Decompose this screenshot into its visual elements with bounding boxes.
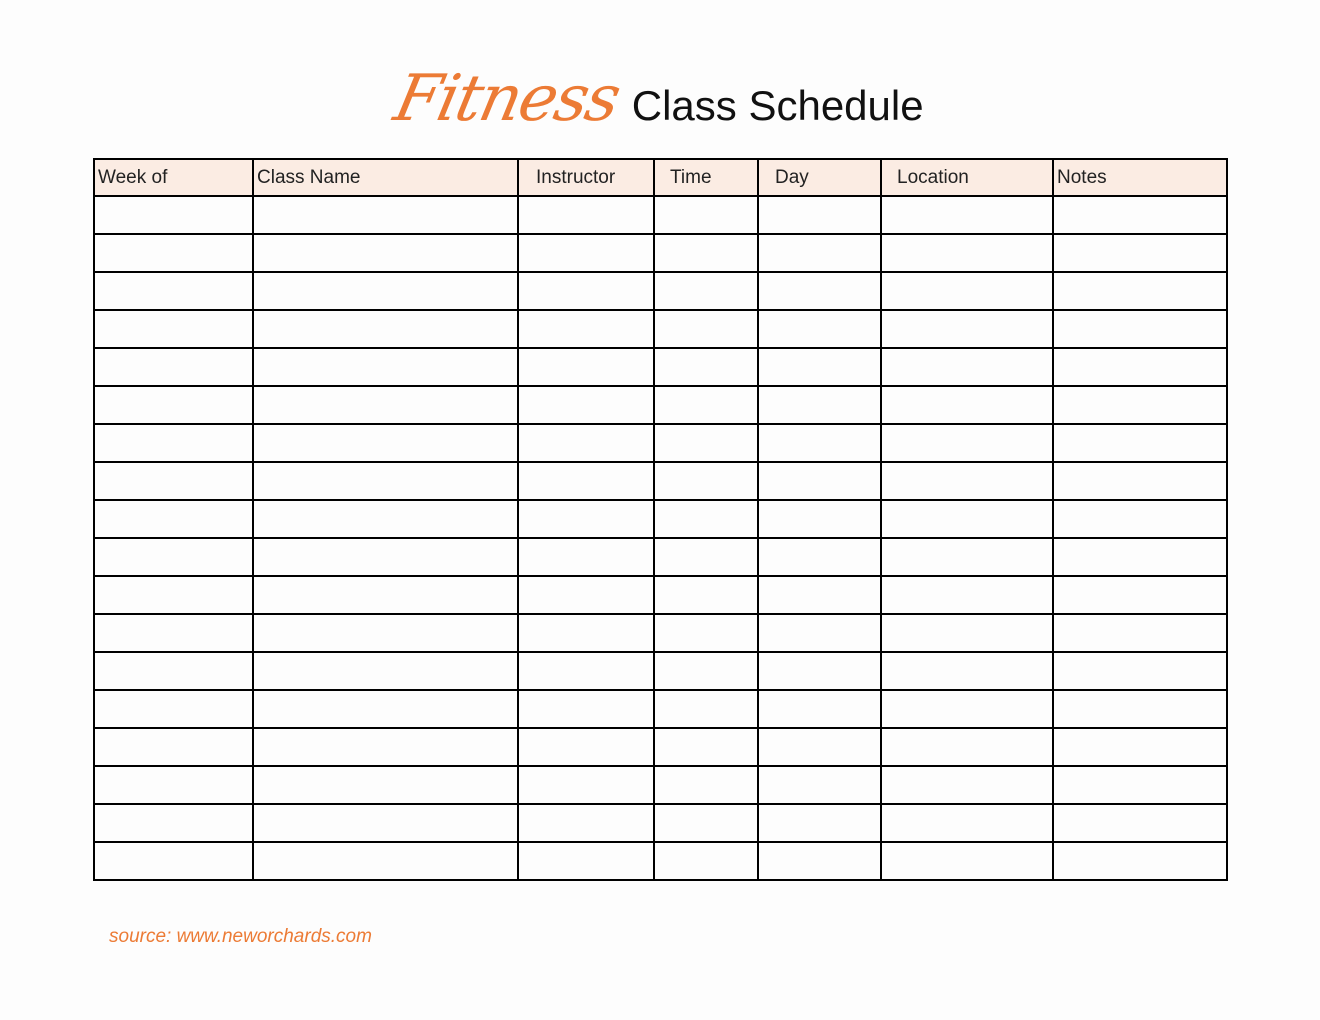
table-cell[interactable] bbox=[518, 272, 654, 310]
table-cell[interactable] bbox=[881, 728, 1053, 766]
table-cell[interactable] bbox=[94, 842, 253, 880]
column-header-location: Location bbox=[881, 159, 1053, 196]
table-cell[interactable] bbox=[654, 766, 758, 804]
table-cell[interactable] bbox=[94, 424, 253, 462]
table-cell[interactable] bbox=[94, 272, 253, 310]
header-row bbox=[94, 159, 1227, 196]
table-cell[interactable] bbox=[94, 614, 253, 652]
table-cell[interactable] bbox=[881, 500, 1053, 538]
table-cell[interactable] bbox=[94, 690, 253, 728]
table-cell[interactable] bbox=[1053, 728, 1227, 766]
table-row bbox=[94, 842, 1227, 880]
table-cell[interactable] bbox=[253, 614, 518, 652]
table-cell[interactable] bbox=[253, 310, 518, 348]
table-row bbox=[94, 424, 1227, 462]
table-cell[interactable] bbox=[1053, 310, 1227, 348]
table-cell[interactable] bbox=[654, 386, 758, 424]
table-row bbox=[94, 234, 1227, 272]
table-cell[interactable] bbox=[654, 310, 758, 348]
table-cell[interactable] bbox=[758, 614, 881, 652]
table-cell[interactable] bbox=[94, 538, 253, 576]
schedule-table bbox=[93, 158, 1228, 881]
table-cell[interactable] bbox=[1053, 196, 1227, 234]
table-cell[interactable] bbox=[758, 690, 881, 728]
table-cell[interactable] bbox=[654, 272, 758, 310]
table-cell[interactable] bbox=[518, 614, 654, 652]
table-row bbox=[94, 614, 1227, 652]
table-cell[interactable] bbox=[253, 804, 518, 842]
table-row bbox=[94, 690, 1227, 728]
table-cell[interactable] bbox=[654, 424, 758, 462]
table-cell[interactable] bbox=[253, 272, 518, 310]
table-cell[interactable] bbox=[654, 728, 758, 766]
table-cell[interactable] bbox=[654, 576, 758, 614]
table-cell[interactable] bbox=[758, 766, 881, 804]
table-cell[interactable] bbox=[654, 538, 758, 576]
page-title bbox=[0, 62, 1320, 136]
table-row bbox=[94, 804, 1227, 842]
table-cell[interactable] bbox=[253, 500, 518, 538]
table-cell[interactable] bbox=[253, 690, 518, 728]
table-cell[interactable] bbox=[654, 234, 758, 272]
table-cell[interactable] bbox=[94, 348, 253, 386]
table-cell[interactable] bbox=[758, 652, 881, 690]
table-body bbox=[94, 196, 1227, 880]
table-cell[interactable] bbox=[1053, 576, 1227, 614]
table-cell[interactable] bbox=[94, 462, 253, 500]
table-cell[interactable] bbox=[518, 728, 654, 766]
table-cell[interactable] bbox=[94, 804, 253, 842]
table-cell[interactable] bbox=[881, 424, 1053, 462]
table-cell[interactable] bbox=[881, 272, 1053, 310]
table-cell[interactable] bbox=[881, 614, 1053, 652]
table-cell[interactable] bbox=[94, 310, 253, 348]
table-cell[interactable] bbox=[94, 652, 253, 690]
table-cell[interactable] bbox=[758, 728, 881, 766]
title-script-word: Fitness bbox=[388, 62, 626, 136]
column-header-week-of: Week of bbox=[94, 159, 253, 196]
table-cell[interactable] bbox=[758, 842, 881, 880]
table-cell[interactable] bbox=[253, 766, 518, 804]
table-cell[interactable] bbox=[1053, 766, 1227, 804]
table-cell[interactable] bbox=[654, 804, 758, 842]
table-cell[interactable] bbox=[654, 614, 758, 652]
table-cell[interactable] bbox=[1053, 690, 1227, 728]
table-cell[interactable] bbox=[881, 690, 1053, 728]
table-cell[interactable] bbox=[518, 576, 654, 614]
table-cell[interactable] bbox=[518, 500, 654, 538]
table-cell[interactable] bbox=[758, 234, 881, 272]
table-cell[interactable] bbox=[1053, 348, 1227, 386]
table-cell[interactable] bbox=[1053, 614, 1227, 652]
table-cell[interactable] bbox=[1053, 804, 1227, 842]
table-cell[interactable] bbox=[1053, 424, 1227, 462]
table-cell[interactable] bbox=[881, 310, 1053, 348]
table-cell[interactable] bbox=[758, 348, 881, 386]
table-cell[interactable] bbox=[518, 804, 654, 842]
table-cell[interactable] bbox=[253, 234, 518, 272]
table-cell[interactable] bbox=[758, 386, 881, 424]
table-row bbox=[94, 462, 1227, 500]
table-cell[interactable] bbox=[253, 576, 518, 614]
table-cell[interactable] bbox=[758, 196, 881, 234]
table-cell[interactable] bbox=[94, 500, 253, 538]
table-cell[interactable] bbox=[518, 424, 654, 462]
table-cell[interactable] bbox=[881, 196, 1053, 234]
table-cell[interactable] bbox=[758, 804, 881, 842]
table-cell[interactable] bbox=[253, 538, 518, 576]
table-cell[interactable] bbox=[1053, 538, 1227, 576]
table-cell[interactable] bbox=[881, 804, 1053, 842]
table-cell[interactable] bbox=[94, 386, 253, 424]
table-cell[interactable] bbox=[654, 690, 758, 728]
table-row bbox=[94, 576, 1227, 614]
table-cell[interactable] bbox=[654, 348, 758, 386]
table-cell[interactable] bbox=[881, 234, 1053, 272]
table-row bbox=[94, 766, 1227, 804]
table-cell[interactable] bbox=[253, 728, 518, 766]
table-cell[interactable] bbox=[881, 462, 1053, 500]
table-cell[interactable] bbox=[518, 538, 654, 576]
column-header-instructor: Instructor bbox=[518, 159, 654, 196]
table-cell[interactable] bbox=[94, 234, 253, 272]
table-cell[interactable] bbox=[881, 766, 1053, 804]
table-row bbox=[94, 310, 1227, 348]
table-cell[interactable] bbox=[253, 652, 518, 690]
table-cell[interactable] bbox=[1053, 842, 1227, 880]
table-cell[interactable] bbox=[518, 462, 654, 500]
column-header-time: Time bbox=[654, 159, 758, 196]
table-cell[interactable] bbox=[94, 196, 253, 234]
table-cell[interactable] bbox=[654, 196, 758, 234]
table-cell[interactable] bbox=[253, 348, 518, 386]
table-cell[interactable] bbox=[518, 766, 654, 804]
table-cell[interactable] bbox=[881, 576, 1053, 614]
table-cell[interactable] bbox=[758, 538, 881, 576]
table-cell[interactable] bbox=[758, 272, 881, 310]
table-cell[interactable] bbox=[654, 652, 758, 690]
column-header-notes: Notes bbox=[1053, 159, 1227, 196]
table-cell[interactable] bbox=[758, 424, 881, 462]
table-cell[interactable] bbox=[253, 196, 518, 234]
table-cell[interactable] bbox=[518, 690, 654, 728]
table-row bbox=[94, 348, 1227, 386]
table-row bbox=[94, 500, 1227, 538]
table-cell[interactable] bbox=[94, 576, 253, 614]
table-cell[interactable] bbox=[253, 424, 518, 462]
title-text: Class Schedule bbox=[631, 82, 924, 129]
table-cell[interactable] bbox=[881, 842, 1053, 880]
table-row bbox=[94, 272, 1227, 310]
table-cell[interactable] bbox=[1053, 272, 1227, 310]
table-cell[interactable] bbox=[518, 310, 654, 348]
table-cell[interactable] bbox=[253, 386, 518, 424]
table-cell[interactable] bbox=[654, 842, 758, 880]
table-cell[interactable] bbox=[94, 766, 253, 804]
source-link[interactable]: source: www.neworchards.com bbox=[109, 926, 372, 947]
table-cell[interactable] bbox=[758, 310, 881, 348]
table-row bbox=[94, 386, 1227, 424]
column-header-day: Day bbox=[758, 159, 881, 196]
table-cell[interactable] bbox=[253, 462, 518, 500]
table-cell[interactable] bbox=[518, 234, 654, 272]
table-row bbox=[94, 728, 1227, 766]
table-cell[interactable] bbox=[1053, 652, 1227, 690]
table-cell[interactable] bbox=[1053, 462, 1227, 500]
table-cell[interactable] bbox=[1053, 234, 1227, 272]
table-cell[interactable] bbox=[881, 348, 1053, 386]
table-cell[interactable] bbox=[654, 462, 758, 500]
table-row bbox=[94, 652, 1227, 690]
table-cell[interactable] bbox=[253, 842, 518, 880]
table-cell[interactable] bbox=[881, 652, 1053, 690]
table-cell[interactable] bbox=[758, 576, 881, 614]
table-cell[interactable] bbox=[1053, 500, 1227, 538]
table-cell[interactable] bbox=[881, 538, 1053, 576]
table-cell[interactable] bbox=[1053, 386, 1227, 424]
table-cell[interactable] bbox=[518, 652, 654, 690]
table-cell[interactable] bbox=[518, 348, 654, 386]
column-header-class-name: Class Name bbox=[253, 159, 518, 196]
table-cell[interactable] bbox=[518, 842, 654, 880]
table-cell[interactable] bbox=[94, 728, 253, 766]
table-cell[interactable] bbox=[518, 196, 654, 234]
table-cell[interactable] bbox=[758, 500, 881, 538]
table-row bbox=[94, 538, 1227, 576]
table-cell[interactable] bbox=[758, 462, 881, 500]
table-cell[interactable] bbox=[518, 386, 654, 424]
table-row bbox=[94, 196, 1227, 234]
table-cell[interactable] bbox=[654, 500, 758, 538]
table-cell[interactable] bbox=[881, 386, 1053, 424]
